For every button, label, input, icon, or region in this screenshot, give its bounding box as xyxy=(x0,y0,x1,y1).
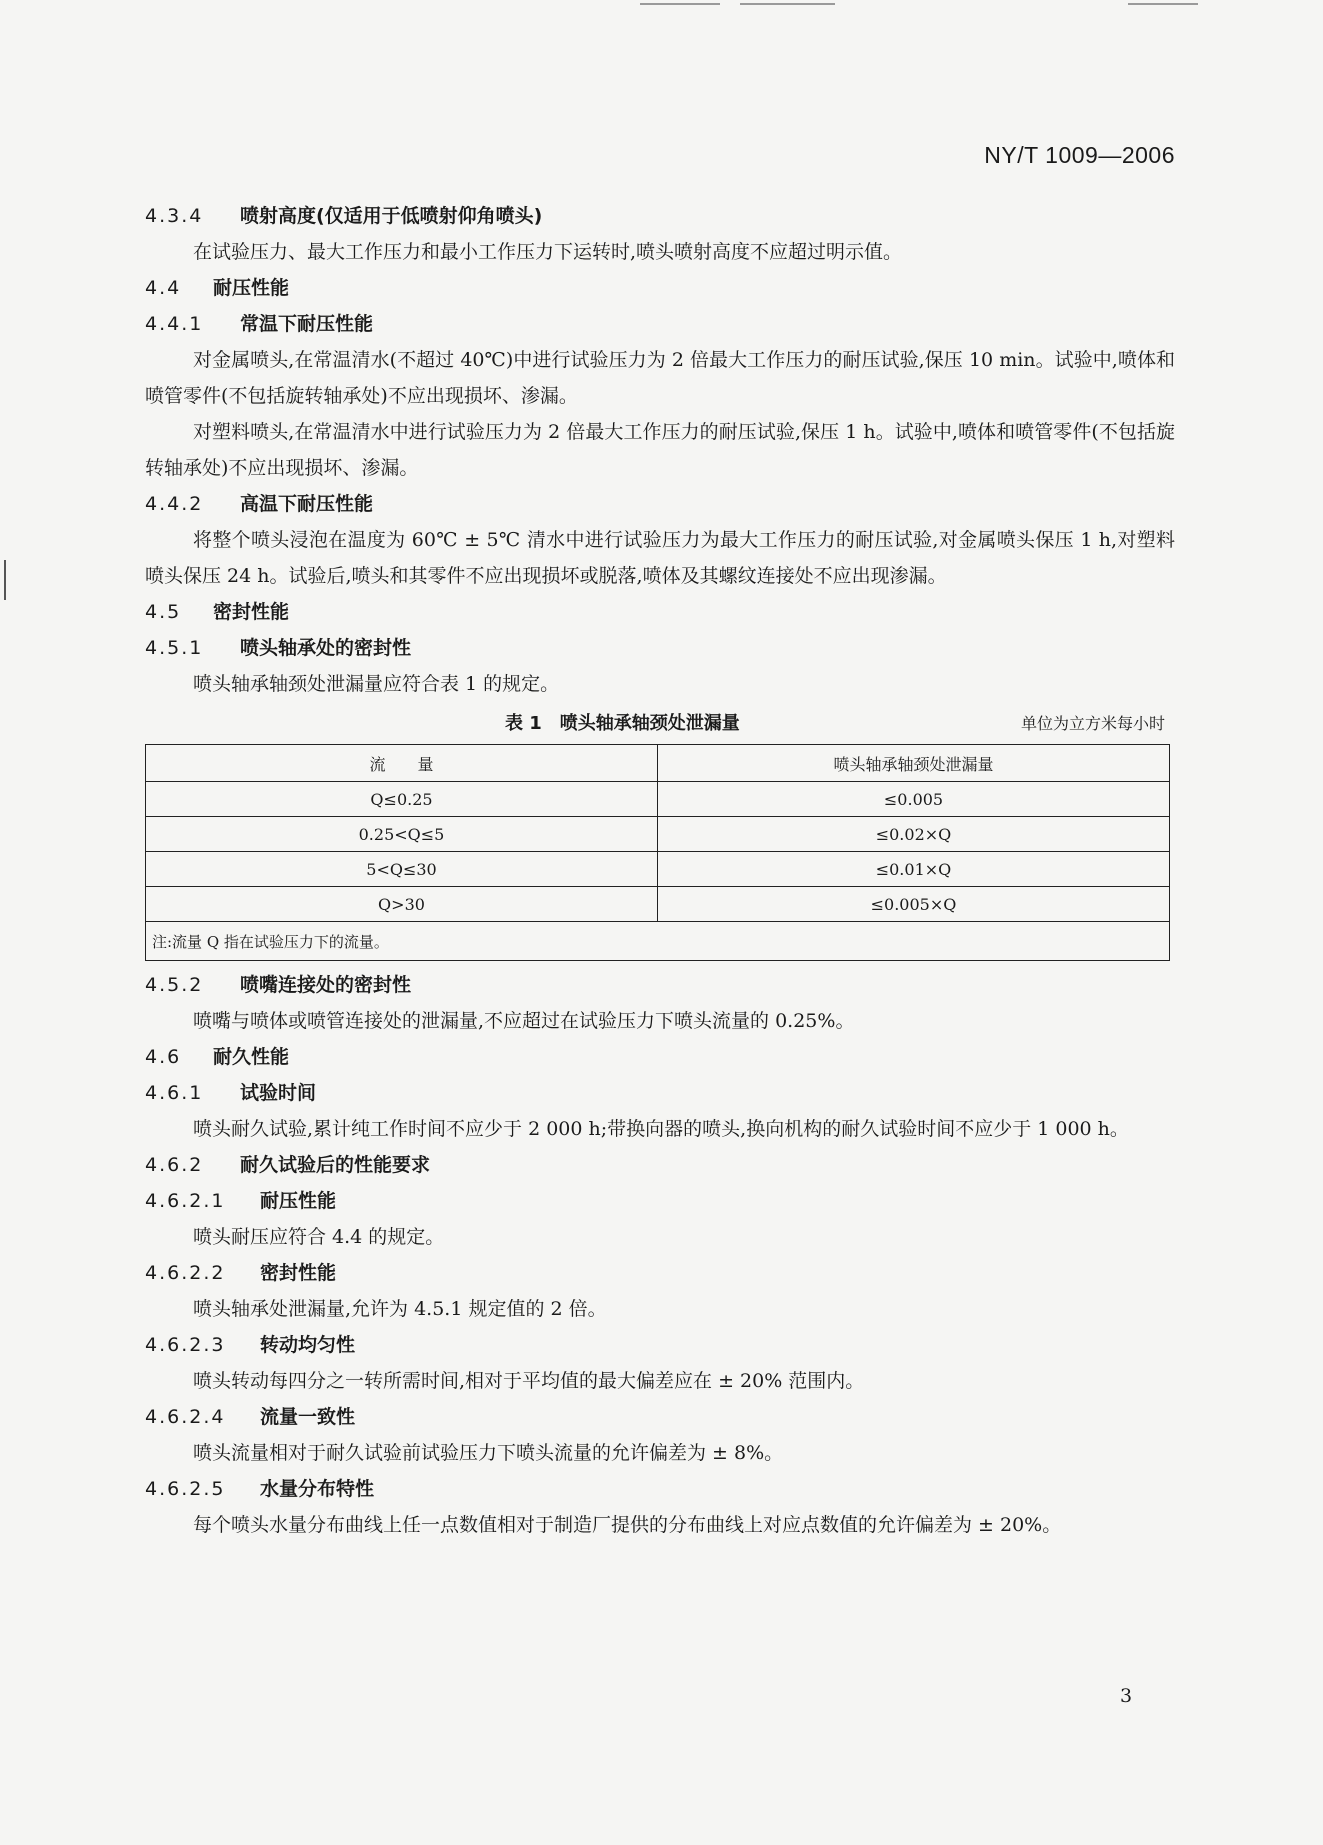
paragraph: 喷头轴承处泄漏量,允许为 4.5.1 规定值的 2 倍。 xyxy=(193,1298,607,1320)
table-cell: 0.25<Q≤5 xyxy=(146,817,658,852)
section-heading: 4.6 耐久性能 xyxy=(145,1046,290,1068)
paragraph: 将整个喷头浸泡在温度为 60℃ ± 5℃ 清水中进行试验压力为最大工作压力的耐压试验,对金属喷头保压 1 h,对塑料喷头保压 24 h。试验后,喷头和其零件不应出现损坏或脱落,喷体及其螺纹连接处不应出现渗漏。 xyxy=(145,529,1175,587)
section-heading: 4.6.2 耐久试验后的性能要求 xyxy=(145,1154,431,1176)
section-heading: 4.5.1 喷头轴承处的密封性 xyxy=(145,637,412,659)
paragraph: 喷嘴与喷体或喷管连接处的泄漏量,不应超过在试验压力下喷头流量的 0.25%。 xyxy=(193,1010,855,1032)
scan-artifact-line xyxy=(740,3,835,5)
scan-artifact-line xyxy=(1128,3,1198,5)
table-row xyxy=(146,817,1170,852)
table-cell: Q≤0.25 xyxy=(146,782,658,817)
table-cell: ≤0.02×Q xyxy=(658,817,1170,852)
scan-margin-mark xyxy=(4,560,6,600)
paragraph: 每个喷头水量分布曲线上任一点数值相对于制造厂提供的分布曲线上对应点数值的允许偏差为 ± 20%。 xyxy=(193,1514,1062,1536)
section-heading: 4.4 耐压性能 xyxy=(145,277,290,299)
paragraph: 在试验压力、最大工作压力和最小工作压力下运转时,喷头喷射高度不应超过明示值。 xyxy=(193,241,903,263)
table-header-cell: 喷头轴承轴颈处泄漏量 xyxy=(658,745,1170,782)
page-number: 3 xyxy=(1120,1685,1133,1707)
table-row xyxy=(146,887,1170,922)
table-cell: ≤0.01×Q xyxy=(658,852,1170,887)
table-row xyxy=(146,782,1170,817)
paragraph: 喷头流量相对于耐久试验前试验压力下喷头流量的允许偏差为 ± 8%。 xyxy=(193,1442,784,1464)
paragraph: 喷头轴承轴颈处泄漏量应符合表 1 的规定。 xyxy=(193,673,560,695)
table-header-cell: 流 量 xyxy=(146,745,658,782)
standard-code: NY/T 1009—2006 xyxy=(984,142,1175,168)
paragraph: 对塑料喷头,在常温清水中进行试验压力为 2 倍最大工作压力的耐压试验,保压 1 h。试验中,喷体和喷管零件(不包括旋转轴承处)不应出现损坏、渗漏。 xyxy=(145,421,1175,479)
section-heading: 4.4.2 高温下耐压性能 xyxy=(145,493,374,515)
section-heading: 4.6.2.2 密封性能 xyxy=(145,1262,337,1284)
table-cell: ≤0.005×Q xyxy=(658,887,1170,922)
section-heading: 4.5 密封性能 xyxy=(145,601,290,623)
table-note-row xyxy=(146,922,1170,961)
section-heading: 4.6.2.5 水量分布特性 xyxy=(145,1478,375,1500)
paragraph: 对金属喷头,在常温清水(不超过 40℃)中进行试验压力为 2 倍最大工作压力的耐压试验,保压 10 min。试验中,喷体和喷管零件(不包括旋转轴承处)不应出现损坏、渗漏。 xyxy=(145,349,1175,407)
table-caption xyxy=(145,704,1175,744)
section-heading: 4.4.1 常温下耐压性能 xyxy=(145,313,374,335)
leakage-table xyxy=(145,744,1170,961)
section-heading: 4.6.2.4 流量一致性 xyxy=(145,1406,356,1428)
section-heading: 4.3.4 喷射高度(仅适用于低喷射仰角喷头) xyxy=(145,205,543,227)
paragraph: 喷头耐久试验,累计纯工作时间不应少于 2 000 h;带换向器的喷头,换向机构的耐久试验时间不应少于 1 000 h。 xyxy=(193,1118,1129,1140)
section-heading: 4.6.2.3 转动均匀性 xyxy=(145,1334,356,1356)
paragraph: 喷头转动每四分之一转所需时间,相对于平均值的最大偏差应在 ± 20% 范围内。 xyxy=(193,1370,865,1392)
table-row xyxy=(146,852,1170,887)
section-heading: 4.6.1 试验时间 xyxy=(145,1082,317,1104)
scan-artifact-line xyxy=(640,3,720,5)
table-cell: Q>30 xyxy=(146,887,658,922)
table-title: 表 1 喷头轴承轴颈处泄漏量 xyxy=(505,713,740,734)
section-heading: 4.6.2.1 耐压性能 xyxy=(145,1190,337,1212)
paragraph: 喷头耐压应符合 4.4 的规定。 xyxy=(193,1226,445,1248)
table-unit: 单位为立方米每小时 xyxy=(1020,714,1165,733)
section-heading: 4.5.2 喷嘴连接处的密封性 xyxy=(145,974,412,996)
table-cell: ≤0.005 xyxy=(658,782,1170,817)
table-cell: 5<Q≤30 xyxy=(146,852,658,887)
table-header-row xyxy=(146,745,1170,782)
table-note: 注:流量 Q 指在试验压力下的流量。 xyxy=(146,922,1170,961)
document-body xyxy=(145,198,1175,1543)
